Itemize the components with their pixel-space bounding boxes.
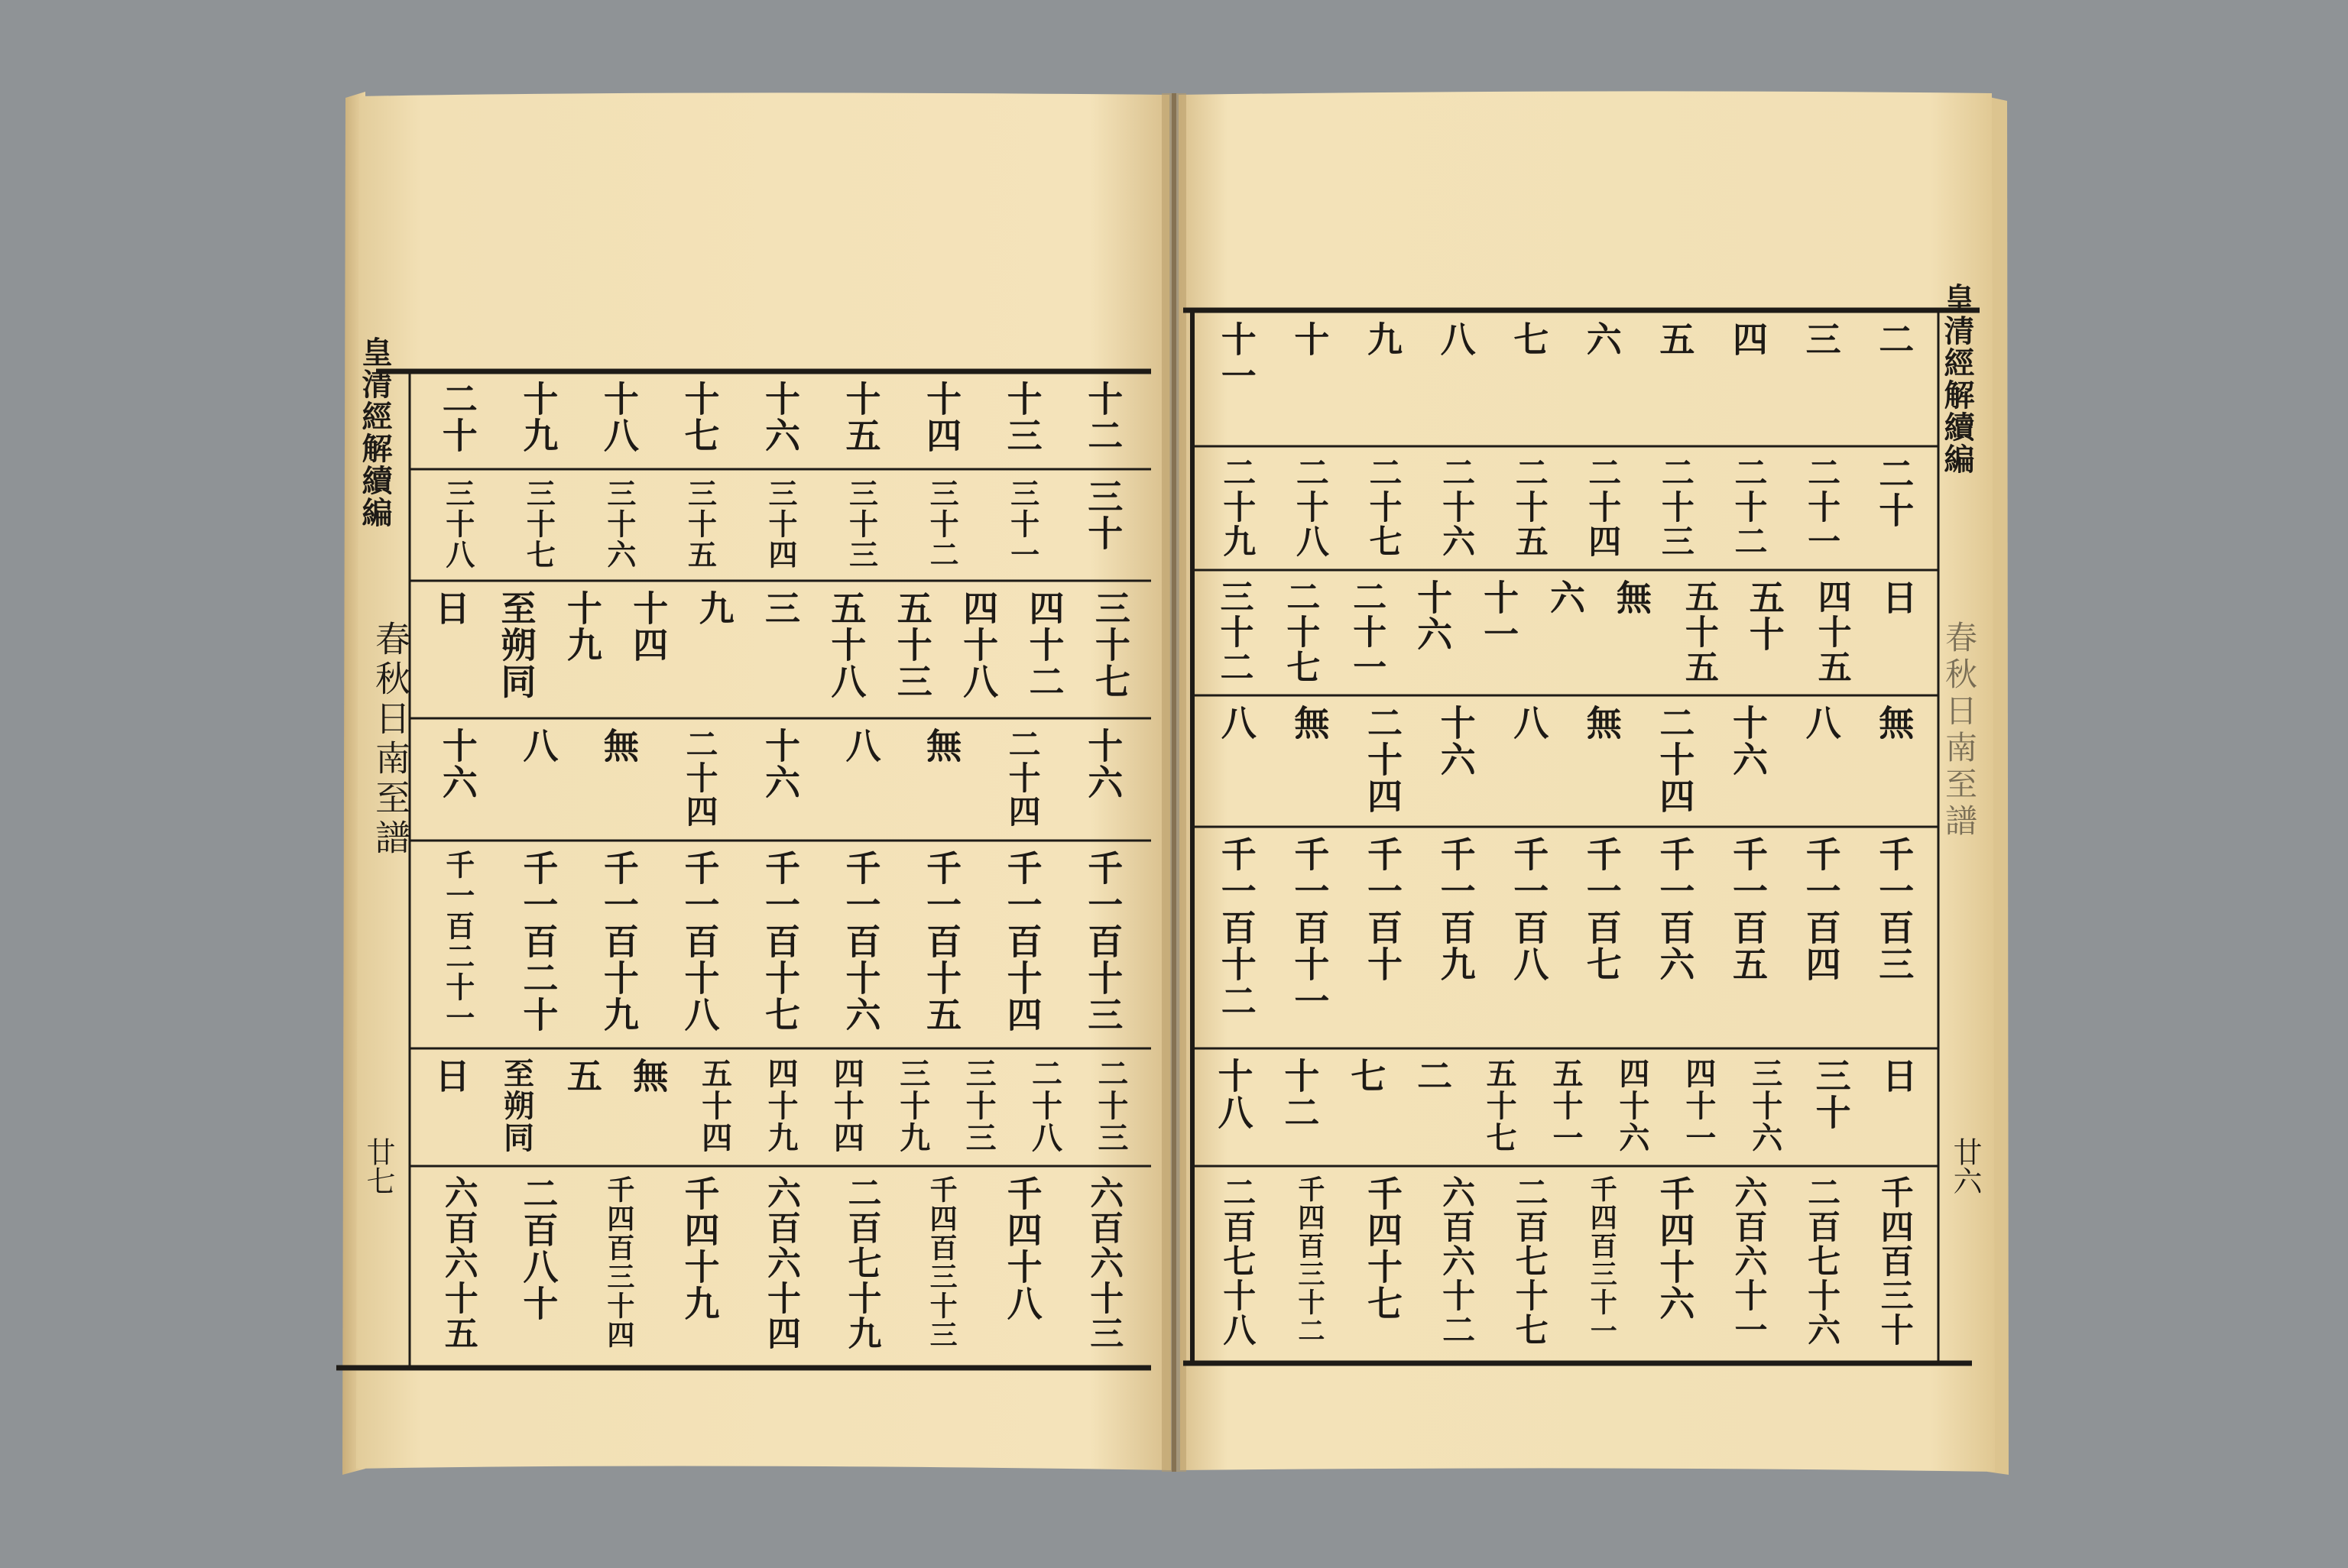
left-table-cell: 三十五 [683, 478, 718, 570]
left-table-cell: 五 [561, 1058, 603, 1094]
left-table-cell: 無 [921, 727, 963, 764]
left-table-cell: 六百六十三 [1084, 1175, 1124, 1351]
left-table-cell: 千一百十六 [840, 850, 882, 1033]
left-table-cell: 十六 [760, 381, 801, 454]
right-table-cell: 二 [1412, 1058, 1454, 1094]
left-table-cell: 無 [628, 1058, 670, 1094]
left-table-cell: 四十八 [958, 590, 1000, 700]
left-table-cell: 十三 [1001, 381, 1043, 454]
right-table-cell: 二十四 [1362, 705, 1403, 815]
right-table-cell: 日 [1876, 1058, 1918, 1094]
right-table-cell: 千四十六 [1654, 1175, 1696, 1322]
right-table-cell: 千四百三十一 [1586, 1175, 1618, 1345]
left-table-cell: 三十九 [894, 1058, 931, 1154]
left-table-cell: 四十四 [829, 1058, 865, 1154]
right-table-cell: 二十一 [1802, 455, 1841, 559]
left-table-cell: 十九 [561, 590, 603, 663]
left-table-cell: 日 [430, 1058, 472, 1094]
right-table-cell: 二十六 [1437, 455, 1476, 559]
right-table-cell: 四十一 [1680, 1058, 1717, 1154]
right-table-cell: 七 [1345, 1058, 1387, 1094]
right-table-cell: 二百七十八 [1218, 1175, 1257, 1347]
left-table-cell: 十二 [1082, 381, 1124, 454]
left-table-cell: 千一百十五 [921, 850, 963, 1033]
left-table-cell: 十八 [598, 381, 640, 454]
left-table-cell: 二百七十九 [842, 1175, 881, 1351]
right-table-cell: 千四百三十二 [1293, 1175, 1325, 1345]
right-table-cell: 二十四 [1583, 455, 1622, 559]
right-table-cell: 千一百四 [1800, 836, 1842, 983]
right-chapter-title: 春秋日南至譜 [1941, 620, 1978, 841]
right-table-cell: 十六 [1727, 705, 1769, 778]
left-table-cell: 日 [430, 590, 472, 627]
left-table-cell: 千一百十四 [1001, 850, 1043, 1033]
left-table-cell: 五十三 [891, 590, 933, 700]
right-table-cell: 六百六十一 [1729, 1175, 1768, 1347]
right-table-cell: 二十七 [1364, 455, 1403, 559]
right-table-cell: 十六 [1435, 705, 1477, 778]
right-table-cell: 無 [1581, 705, 1623, 741]
left-table-cell: 四十二 [1023, 590, 1065, 700]
left-table-cell: 二十四 [681, 727, 719, 828]
right-table-cell: 六 [1581, 321, 1623, 358]
left-table-cell: 千四十九 [679, 1175, 721, 1322]
right-table-cell: 二十二 [1729, 455, 1768, 559]
left-table-cell: 千一百十八 [679, 850, 721, 1033]
right-table-cell: 六 [1545, 579, 1586, 616]
left-table-cell: 千一百二十 [517, 850, 559, 1033]
left-table-cell: 三十二 [925, 478, 960, 570]
right-table-cell: 三十 [1810, 1058, 1852, 1131]
right-table-cell: 二百七十七 [1510, 1175, 1549, 1347]
left-table-cell: 至朔同 [498, 1058, 535, 1154]
left-table-cell: 九 [693, 590, 735, 627]
left-table-cell: 三十六 [602, 478, 637, 570]
right-table-cell: 千一百九 [1435, 836, 1477, 983]
left-table-cell: 二十八 [1026, 1058, 1063, 1154]
left-table-cell: 十六 [436, 727, 478, 801]
left-table-cell: 三十四 [764, 478, 798, 570]
right-table-cell: 三十六 [1746, 1058, 1783, 1154]
right-table-cell: 二十三 [1656, 455, 1695, 559]
right-page-number: 廿六 [1948, 1137, 1982, 1195]
left-table-cell: 十六 [760, 727, 801, 801]
left-table-cell: 五十四 [696, 1058, 733, 1154]
left-table-cell: 至朔同 [495, 590, 537, 700]
left-table-cell: 三 [760, 590, 801, 627]
right-table-cell: 八 [1435, 321, 1477, 358]
right-table-cell: 十一 [1478, 579, 1520, 653]
left-table-cell: 千一百二十一 [440, 850, 475, 1033]
right-table-cell: 三十二 [1214, 579, 1253, 685]
right-table-cell: 千一百三 [1873, 836, 1915, 983]
right-table-cell: 五 [1654, 321, 1696, 358]
left-table-cell: 千一百十九 [598, 850, 640, 1033]
right-table-cell: 四十五 [1811, 579, 1851, 685]
left-table-cell: 三十八 [440, 478, 475, 570]
right-table-cell: 二十一 [1347, 579, 1386, 685]
right-table-cell: 五十七 [1481, 1058, 1518, 1154]
right-table-cell: 二十 [1873, 455, 1915, 529]
left-table-cell: 千四百三十三 [926, 1175, 958, 1349]
right-table-cell: 日 [1876, 579, 1918, 616]
right-table-cell: 千一百六 [1654, 836, 1696, 983]
left-table-cell: 二百八十 [517, 1175, 559, 1322]
left-chapter-title: 春秋日南至譜 [370, 620, 411, 859]
left-table-cell: 六百六十五 [438, 1175, 478, 1351]
right-table-cell: 三 [1800, 321, 1842, 358]
left-table-cell: 五十八 [825, 590, 868, 700]
right-table-cell: 千一百八 [1508, 836, 1550, 983]
right-table-cell: 無 [1873, 705, 1915, 741]
left-page-number: 廿七 [362, 1137, 395, 1195]
right-table-cell: 二百七十六 [1802, 1175, 1841, 1347]
left-table-cell: 二十四 [1004, 727, 1042, 828]
left-table-cell: 千四十八 [1001, 1175, 1043, 1322]
left-table-cell: 二十 [436, 381, 478, 454]
left-table-cell: 三十七 [521, 478, 556, 570]
right-table-cell: 千一百五 [1727, 836, 1769, 983]
right-table-cell: 二十九 [1218, 455, 1257, 559]
left-table-cell: 三十三 [844, 478, 879, 570]
right-table-cell: 五十一 [1548, 1058, 1584, 1154]
left-table-cell: 二十三 [1092, 1058, 1129, 1154]
right-table-cell: 二十五 [1510, 455, 1549, 559]
left-table-cell: 四十九 [763, 1058, 799, 1154]
right-table-cell: 千一百十二 [1215, 836, 1257, 1019]
right-table-cell: 千一百十一 [1289, 836, 1331, 1019]
left-table-cell: 千一百十三 [1082, 850, 1124, 1033]
right-table-cell: 八 [1800, 705, 1842, 741]
right-table-cell: 十八 [1212, 1058, 1254, 1131]
right-table-cell: 八 [1508, 705, 1550, 741]
left-table-cell: 十五 [840, 381, 882, 454]
gutter-line [1172, 93, 1176, 1472]
left-table-cell: 千一百十七 [760, 850, 801, 1033]
left-table-cell: 無 [598, 727, 640, 764]
left-table-cell: 十七 [679, 381, 721, 454]
left-table-cell: 三十七 [1089, 590, 1131, 700]
left-table-cell: 十六 [1082, 727, 1124, 801]
right-table-cell: 二 [1873, 321, 1915, 358]
right-table-cell: 四 [1727, 321, 1769, 358]
right-table-cell: 十二 [1279, 1058, 1321, 1131]
left-table-cell: 十九 [517, 381, 559, 454]
right-table-cell: 千一百七 [1581, 836, 1623, 983]
right-table-cell: 九 [1362, 321, 1403, 358]
left-table-cell: 八 [517, 727, 559, 764]
left-table-cell: 三十 [1082, 478, 1124, 552]
right-table-cell: 六百六十二 [1437, 1175, 1476, 1347]
right-table-cell: 千四百三十 [1875, 1175, 1914, 1347]
left-table-cell: 十四 [921, 381, 963, 454]
left-table-cell: 八 [840, 727, 882, 764]
right-table-cell: 十六 [1412, 579, 1454, 653]
right-table-cell: 二十八 [1290, 455, 1329, 559]
right-table-cell: 二十四 [1654, 705, 1696, 815]
left-table-cell: 三十三 [961, 1058, 997, 1154]
left-spine-title: 皇清經解續編 [357, 336, 393, 529]
right-spine-title: 皇清經解續編 [1939, 283, 1975, 475]
right-table-cell: 無 [1289, 705, 1331, 741]
left-table-cell: 六百六十四 [761, 1175, 800, 1351]
right-table-cell: 七 [1508, 321, 1550, 358]
right-table-cell: 八 [1215, 705, 1257, 741]
left-table-cell: 千四百三十四 [602, 1175, 635, 1349]
right-table-cell: 十一 [1215, 321, 1257, 394]
right-table-cell: 千一百十 [1362, 836, 1403, 983]
right-table-cell: 十 [1289, 321, 1331, 358]
right-table-cell: 無 [1610, 579, 1652, 616]
left-table-cell: 三十一 [1005, 478, 1040, 570]
right-table-cell: 二十七 [1280, 579, 1320, 685]
left-table-cell: 十四 [628, 590, 670, 663]
right-table-cell: 五十五 [1678, 579, 1718, 685]
right-table-cell: 千四十七 [1362, 1175, 1403, 1322]
right-table-cell: 四十六 [1613, 1058, 1650, 1154]
right-table-cell: 五十 [1743, 579, 1785, 653]
